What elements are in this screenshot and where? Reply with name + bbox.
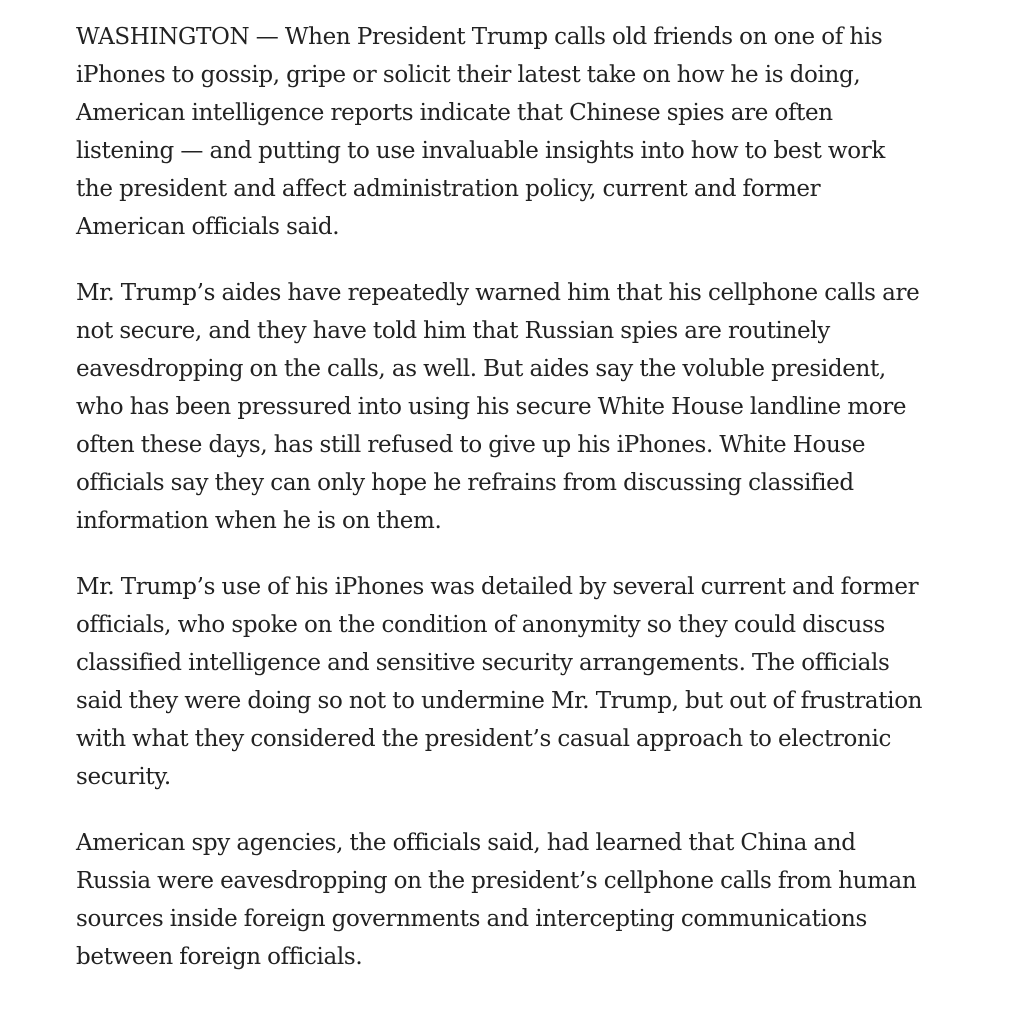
paragraph-line: who has been pressured into using his secure White House landline more [76, 394, 907, 420]
article-paragraph-2 [76, 274, 956, 540]
paragraph-line: eavesdropping on the calls, as well. But aides say the voluble president, [76, 356, 886, 382]
paragraph-line: listening — and putting to use invaluable insights into how to best work [76, 138, 885, 164]
paragraph-line: officials, who spoke on the condition of anonymity so they could discuss [76, 612, 885, 638]
paragraph-line: Mr. Trump’s use of his iPhones was detailed by several current and former [76, 574, 919, 600]
paragraph-line: the president and affect administration policy, current and former [76, 176, 821, 202]
paragraph-line: WASHINGTON — When President Trump calls old friends on one of his [76, 24, 883, 50]
paragraph-line: iPhones to gossip, gripe or solicit their latest take on how he is doing, [76, 62, 861, 88]
paragraph-line: said they were doing so not to undermine Mr. Trump, but out of frustration [76, 688, 923, 714]
paragraph-line: classified intelligence and sensitive security arrangements. The officials [76, 650, 890, 676]
paragraph-line: sources inside foreign governments and intercepting communications [76, 906, 867, 932]
paragraph-line: with what they considered the president’s casual approach to electronic [76, 726, 892, 752]
paragraph-line: security. [76, 764, 171, 790]
paragraph-line: Russia were eavesdropping on the president’s cellphone calls from human [76, 868, 917, 894]
paragraph-line: American officials said. [76, 214, 340, 240]
paragraph-line: information when he is on them. [76, 508, 442, 534]
paragraph-line: between foreign officials. [76, 944, 363, 970]
paragraph-line: Mr. Trump’s aides have repeatedly warned him that his cellphone calls are [76, 280, 920, 306]
article-paragraph-1 [76, 18, 956, 246]
article-body [76, 18, 956, 1004]
paragraph-line: American intelligence reports indicate that Chinese spies are often [76, 100, 833, 126]
paragraph-line: American spy agencies, the officials said, had learned that China and [76, 830, 856, 856]
paragraph-line: often these days, has still refused to give up his iPhones. White House [76, 432, 866, 458]
paragraph-line: not secure, and they have told him that Russian spies are routinely [76, 318, 830, 344]
article-paragraph-4 [76, 824, 956, 976]
article-paragraph-3 [76, 568, 956, 796]
paragraph-line: officials say they can only hope he refrains from discussing classified [76, 470, 854, 496]
